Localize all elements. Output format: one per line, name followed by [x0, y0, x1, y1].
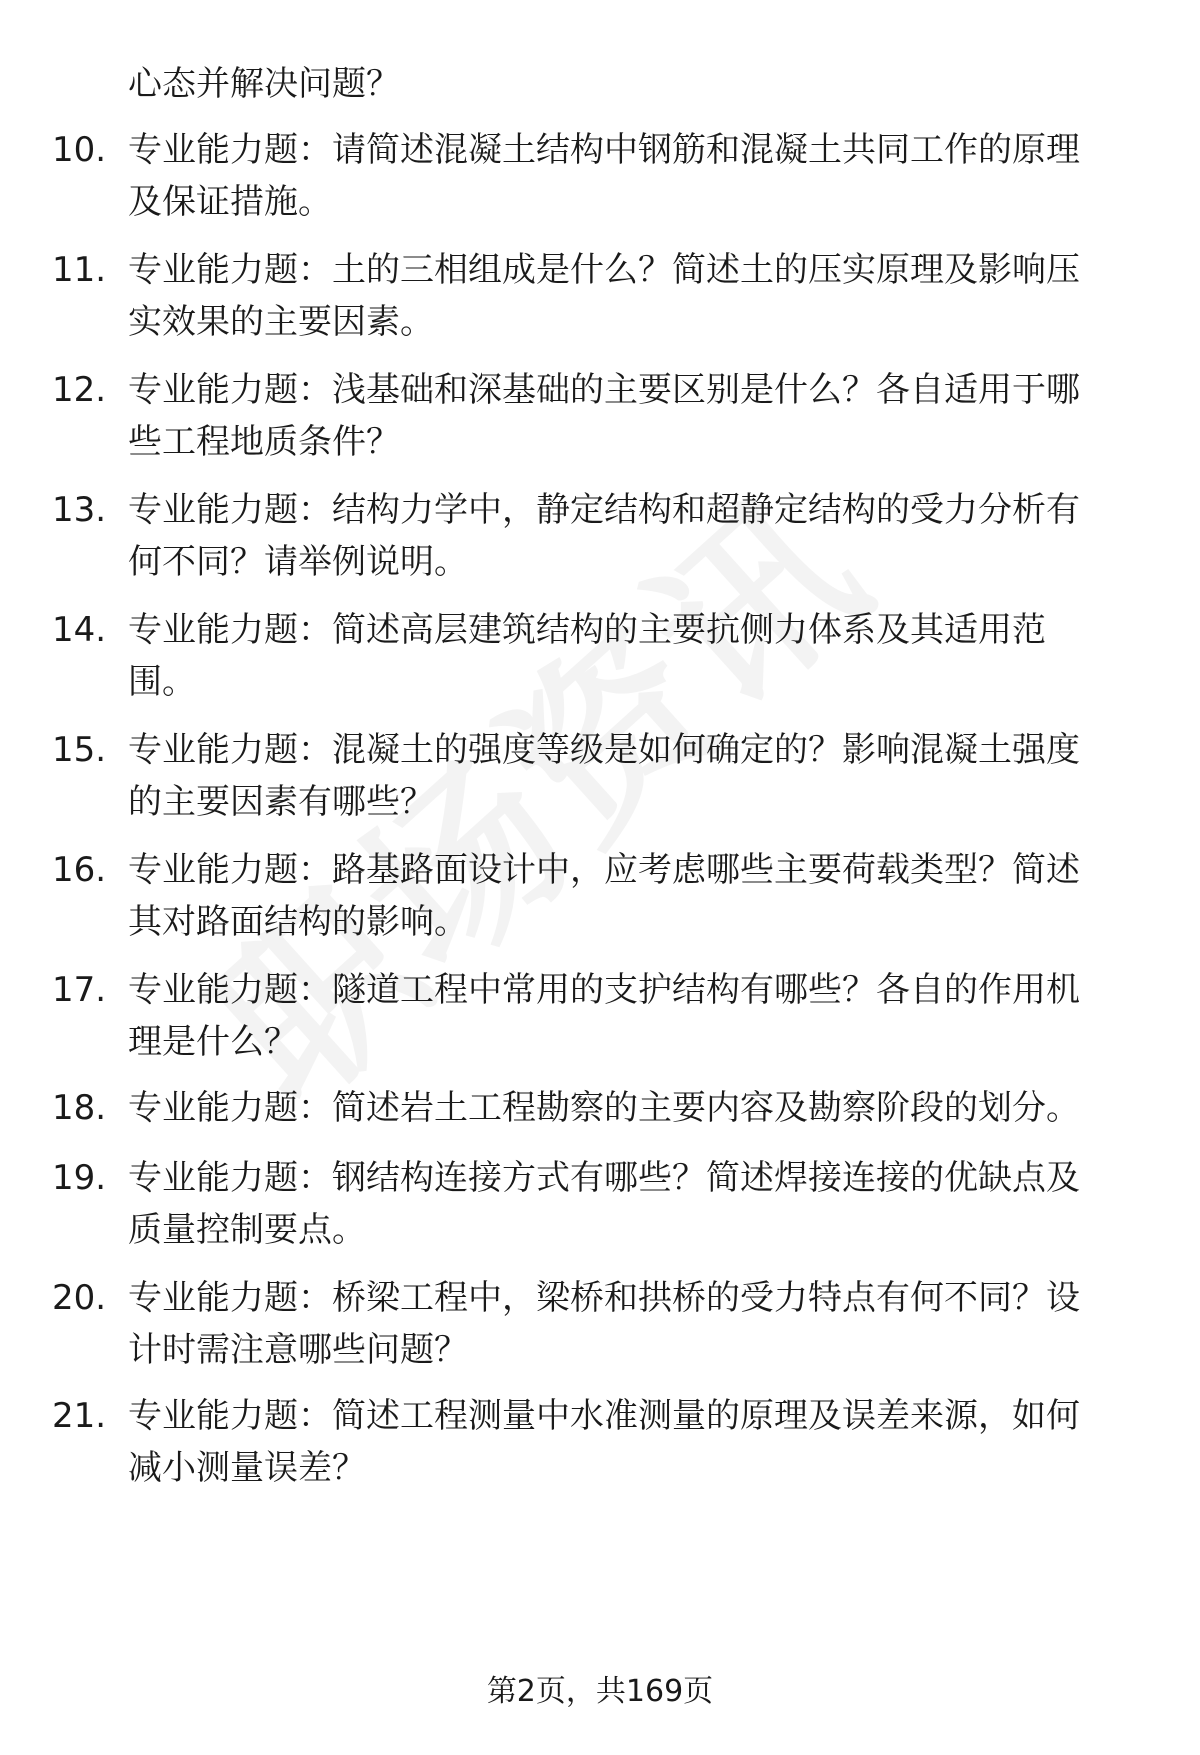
question-text-line: 及保证措施。 — [128, 182, 332, 222]
question-text-line: 专业能力题：土的三相组成是什么？简述土的压实原理及影响压 — [128, 250, 1080, 290]
question-number: 19. — [52, 1158, 107, 1198]
page-footer: 第2页，共169页 — [486, 1674, 714, 1709]
question-text — [128, 244, 1148, 348]
question-text-line: 的主要因素有哪些？ — [128, 782, 434, 822]
question-text-line: 些工程地质条件？ — [128, 422, 400, 462]
question-text — [128, 1152, 1148, 1256]
question-text-line: 其对路面结构的影响。 — [128, 902, 468, 942]
question-number: 16. — [52, 850, 107, 890]
question-text — [128, 1272, 1148, 1376]
question-text-line: 计时需注意哪些问题？ — [128, 1330, 468, 1370]
question-number: 21. — [52, 1396, 107, 1436]
question-text-line: 实效果的主要因素。 — [128, 302, 434, 342]
question-text — [128, 724, 1148, 828]
question-text — [128, 364, 1148, 468]
question-text — [128, 1082, 1148, 1134]
question-text-line: 理是什么？ — [128, 1022, 298, 1062]
question-text-line: 专业能力题：简述工程测量中水准测量的原理及误差来源，如何 — [128, 1396, 1080, 1436]
question-text-line: 专业能力题：请简述混凝土结构中钢筋和混凝土共同工作的原理 — [128, 130, 1080, 170]
question-text-line: 质量控制要点。 — [128, 1210, 366, 1250]
question-number: 14. — [52, 610, 107, 650]
question-number: 10. — [52, 130, 107, 170]
question-text-line: 专业能力题：结构力学中，静定结构和超静定结构的受力分析有 — [128, 490, 1080, 530]
question-number: 13. — [52, 490, 107, 530]
question-number: 12. — [52, 370, 107, 410]
question-number: 11. — [52, 250, 107, 290]
question-text — [128, 844, 1148, 948]
question-number: 15. — [52, 730, 107, 770]
question-text — [128, 484, 1148, 588]
question-text — [128, 1390, 1148, 1494]
question-text-line: 专业能力题：简述高层建筑结构的主要抗侧力体系及其适用范 — [128, 610, 1046, 650]
question-text-line: 专业能力题：浅基础和深基础的主要区别是什么？各自适用于哪 — [128, 370, 1080, 410]
question-text-line: 减小测量误差？ — [128, 1448, 366, 1488]
question-number: 18. — [52, 1088, 107, 1128]
question-text-line: 专业能力题：桥梁工程中，梁桥和拱桥的受力特点有何不同？设 — [128, 1278, 1080, 1318]
question-text — [128, 124, 1148, 228]
question-number: 17. — [52, 970, 107, 1010]
question-text-line: 专业能力题：隧道工程中常用的支护结构有哪些？各自的作用机 — [128, 970, 1080, 1010]
question-text — [128, 964, 1148, 1068]
question-text-line: 围。 — [128, 662, 196, 702]
question-text-line: 专业能力题：路基路面设计中，应考虑哪些主要荷载类型？简述 — [128, 850, 1080, 890]
question-number: 20. — [52, 1278, 107, 1318]
question-text-line: 何不同？请举例说明。 — [128, 542, 468, 582]
question-text-line: 专业能力题：钢结构连接方式有哪些？简述焊接连接的优缺点及 — [128, 1158, 1080, 1198]
question-text-line: 专业能力题：混凝土的强度等级是如何确定的？影响混凝土强度 — [128, 730, 1080, 770]
question-text — [128, 604, 1148, 708]
continuation-text: 心态并解决问题？ — [128, 64, 400, 104]
question-text-line: 专业能力题：简述岩土工程勘察的主要内容及勘察阶段的划分。 — [128, 1088, 1080, 1128]
